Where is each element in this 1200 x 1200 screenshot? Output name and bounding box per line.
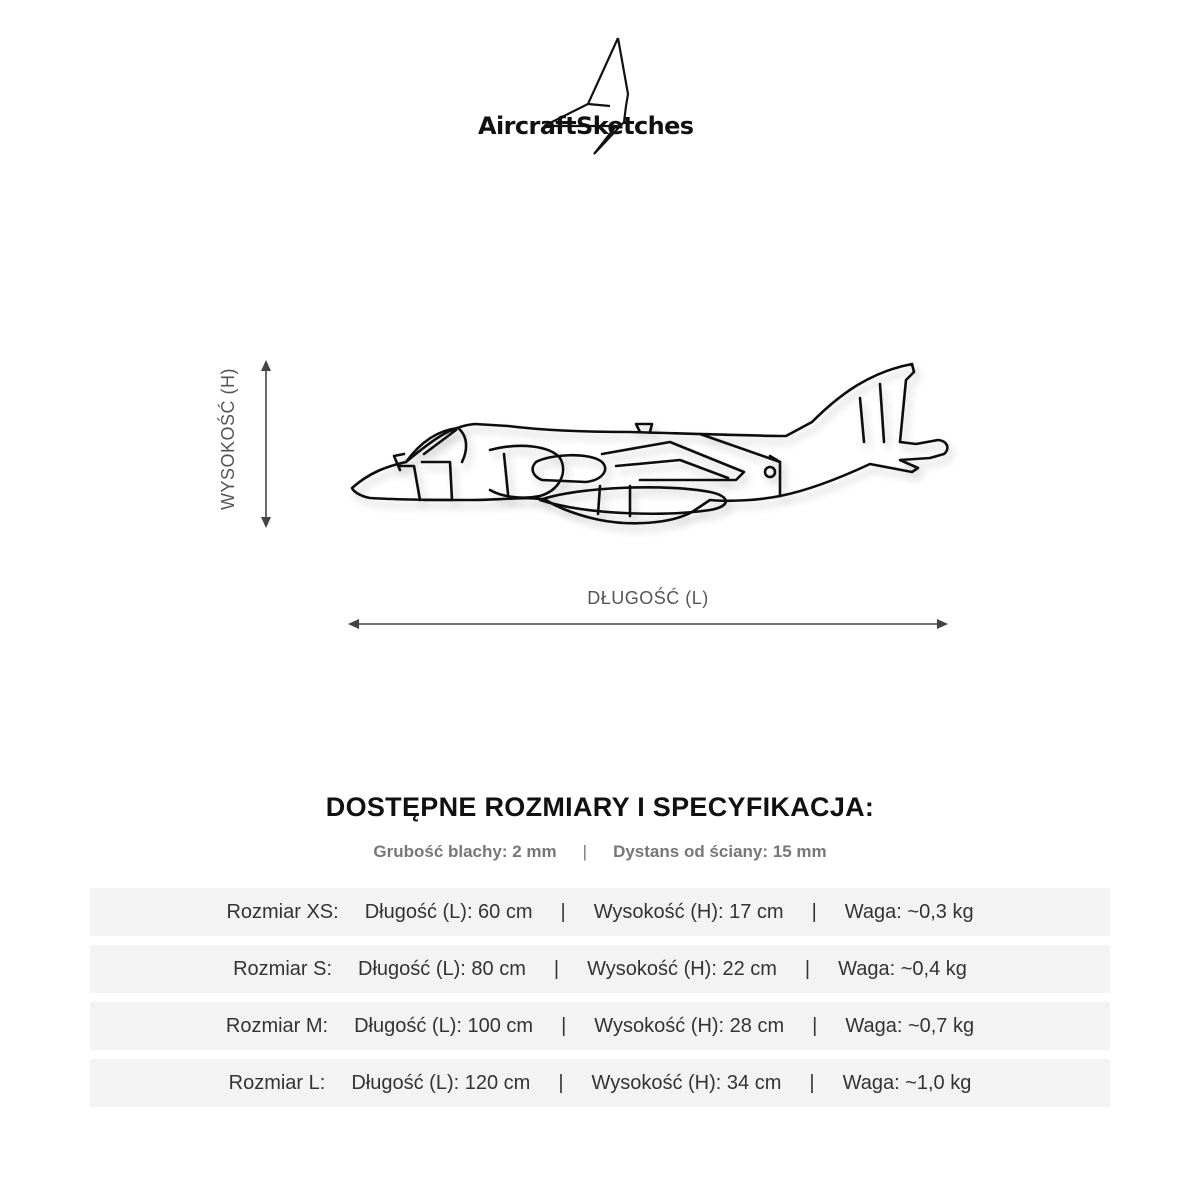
brand-logo-text: AircraftSketches xyxy=(478,112,694,140)
length-label: DŁUGOŚĆ (L) xyxy=(587,588,709,608)
size-name: Rozmiar S: xyxy=(233,957,333,980)
size-row-m xyxy=(90,1002,1110,1050)
size-length: Długość (L): 80 cm xyxy=(358,957,526,980)
separator: | xyxy=(558,1071,564,1094)
size-row-l xyxy=(90,1059,1110,1107)
size-row-s xyxy=(90,945,1110,993)
wall-distance: Dystans od ściany: 15 mm xyxy=(613,842,827,861)
size-name: Rozmiar M: xyxy=(225,1014,329,1037)
length-arrow xyxy=(346,614,950,634)
specs-subline xyxy=(0,842,1200,862)
size-name: Rozmiar XS: xyxy=(226,900,339,923)
specs-title: DOSTĘPNE ROZMIARY I SPECYFIKACJA: xyxy=(325,792,875,822)
size-row-xs xyxy=(90,888,1110,936)
paper-plane-outline-icon xyxy=(470,34,730,160)
size-height: Wysokość (H): 28 cm xyxy=(594,1014,785,1037)
size-height: Wysokość (H): 22 cm xyxy=(587,957,777,980)
height-label: WYSOKOŚĆ (H) xyxy=(218,367,238,510)
separator: | xyxy=(553,957,560,980)
size-weight: Waga: ~0,3 kg xyxy=(844,900,974,923)
size-height: Wysokość (H): 34 cm xyxy=(591,1071,782,1094)
separator: | xyxy=(812,1014,818,1037)
size-height: Wysokość (H): 17 cm xyxy=(593,900,784,923)
separator: | xyxy=(561,1014,567,1037)
separator: | xyxy=(804,957,811,980)
harrier-jet-silhouette xyxy=(340,350,960,540)
size-name: Rozmiar L: xyxy=(228,1071,326,1094)
size-length: Długość (L): 60 cm xyxy=(364,900,533,923)
separator: | xyxy=(560,900,566,923)
height-arrow xyxy=(256,358,276,530)
separator: | xyxy=(811,900,817,923)
brand-logo xyxy=(470,34,730,160)
separator: | xyxy=(809,1071,815,1094)
separator: | xyxy=(582,842,588,861)
size-weight: Waga: ~1,0 kg xyxy=(842,1071,972,1094)
size-weight: Waga: ~0,4 kg xyxy=(838,957,967,980)
size-table xyxy=(90,888,1110,1116)
sheet-thickness: Grubość blachy: 2 mm xyxy=(373,842,557,861)
size-length: Długość (L): 120 cm xyxy=(351,1071,531,1094)
size-weight: Waga: ~0,7 kg xyxy=(845,1014,975,1037)
size-length: Długość (L): 100 cm xyxy=(354,1014,534,1037)
